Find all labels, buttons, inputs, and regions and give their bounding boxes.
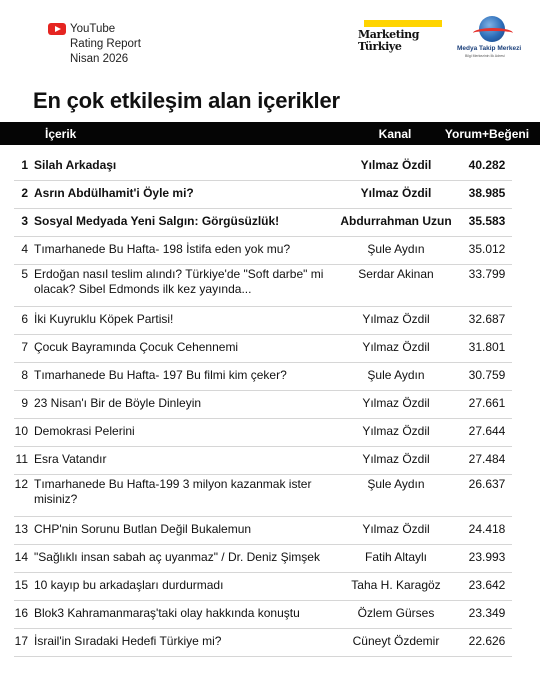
title-cell: Tımarhanede Bu Hafta- 198 İstifa eden yok mu? [34, 242, 291, 256]
column-header-score: Yorum+Beğeni [444, 127, 530, 141]
youtube-icon [48, 23, 66, 35]
rank-cell: 5 [21, 267, 28, 281]
title-cell: Esra Vatandır [34, 452, 107, 466]
medya-takip-merkezi-logo [455, 16, 527, 62]
rank-cell: 10 [14, 424, 28, 438]
title-cell: Erdoğan nasıl teslim alındı? Türkiye'de "Soft darbe" mi olacak? Sibel Edmonds ilk kez yayında... [34, 267, 324, 296]
channel-cell: Taha H. Karagöz [351, 578, 441, 592]
rank-cell: 1 [21, 158, 28, 172]
score-cell: 22.626 [468, 634, 506, 648]
title-cell: 10 kayıp bu arkadaşları durdurmadı [34, 578, 224, 592]
column-header-content: İçerik [45, 127, 77, 141]
table-row [0, 572, 540, 600]
logo-name: Medya Takip Merkezi [457, 45, 522, 52]
channel-cell: Özlem Gürses [357, 606, 435, 620]
title-cell: Sosyal Medyada Yeni Salgın: Görgüsüzlük! [34, 214, 280, 228]
channel-cell: Şule Aydın [367, 242, 425, 256]
score-cell: 27.484 [468, 452, 506, 466]
title-cell: Tımarhanede Bu Hafta-199 3 milyon kazanmak ister misiniz? [34, 477, 312, 506]
channel-cell: Şule Aydın [367, 477, 425, 491]
score-cell: 26.637 [468, 477, 506, 491]
rank-cell: 11 [15, 452, 28, 466]
score-cell: 40.282 [468, 158, 506, 172]
score-cell: 23.349 [468, 606, 506, 620]
table-row [0, 264, 540, 306]
channel-cell: Şule Aydın [367, 368, 425, 382]
rank-cell: 4 [21, 242, 28, 256]
rank-cell: 16 [14, 606, 28, 620]
score-cell: 24.418 [468, 522, 506, 536]
rank-cell: 3 [21, 214, 28, 228]
table-row [0, 180, 540, 208]
channel-cell: Yılmaz Özdil [362, 340, 430, 354]
report-header [0, 0, 540, 80]
channel-cell: Yılmaz Özdil [360, 158, 432, 172]
title-cell: İsrail'in Sıradaki Hedefi Türkiye mi? [34, 634, 222, 648]
title-cell: CHP'nin Sorunu Butlan Değil Bukalemun [34, 522, 252, 536]
report-label: Rating Report [70, 38, 141, 50]
marketing-turkiye-logo [358, 20, 442, 54]
table-row [0, 418, 540, 446]
title-cell: Blok3 Kahramanmaraş'taki olay hakkında konuştu [34, 606, 300, 620]
logo-tagline: Bilgi Merkezinin İlk Adresi [465, 54, 505, 58]
table-row [0, 516, 540, 544]
table-row [0, 334, 540, 362]
title-cell: Silah Arkadaşı [34, 158, 117, 172]
score-cell: 33.799 [468, 267, 506, 281]
title-cell: Demokrasi Pelerini [34, 424, 135, 438]
title-cell: Çocuk Bayramında Çocuk Cehennemi [34, 340, 239, 354]
channel-cell: Fatih Altaylı [364, 550, 428, 564]
score-cell: 27.644 [468, 424, 506, 438]
score-cell: 23.642 [468, 578, 506, 592]
score-cell: 31.801 [468, 340, 506, 354]
rank-cell: 12 [14, 477, 28, 491]
rank-cell: 7 [21, 340, 28, 354]
rank-cell: 6 [21, 312, 28, 326]
score-cell: 35.012 [468, 242, 506, 256]
row-divider [14, 656, 512, 657]
score-cell: 38.985 [468, 186, 506, 200]
logo-line-2: Türkiye [358, 40, 402, 53]
table-row [0, 474, 540, 516]
table-body [0, 152, 540, 656]
channel-cell: Cüneyt Özdemir [352, 634, 440, 648]
table-row [0, 390, 540, 418]
table-row [0, 446, 540, 474]
channel-cell: Serdar Akinan [358, 267, 434, 281]
source-label: YouTube [70, 23, 116, 35]
logo-accent-bar [364, 20, 442, 27]
rank-cell: 15 [14, 578, 28, 592]
rank-cell: 2 [21, 186, 28, 200]
channel-cell: Yılmaz Özdil [362, 424, 430, 438]
table-row [0, 544, 540, 572]
period-label: Nisan 2026 [70, 53, 129, 65]
table-row [0, 600, 540, 628]
channel-cell: Yılmaz Özdil [360, 186, 432, 200]
table-row [0, 628, 540, 656]
title-cell: İki Kuyruklu Köpek Partisi! [34, 312, 174, 326]
table-row [0, 362, 540, 390]
table-row [0, 208, 540, 236]
title-cell: 23 Nisan'ı Bir de Böyle Dinleyin [34, 396, 202, 410]
score-cell: 30.759 [468, 368, 506, 382]
channel-cell: Yılmaz Özdil [362, 396, 430, 410]
table-row [0, 236, 540, 264]
channel-cell: Yılmaz Özdil [362, 522, 430, 536]
rank-cell: 17 [14, 634, 28, 648]
column-header-channel: Kanal [378, 127, 412, 141]
channel-cell: Yılmaz Özdil [362, 452, 430, 466]
page-title: En çok etkileşim alan içerikler [33, 88, 340, 113]
channel-cell: Yılmaz Özdil [362, 312, 430, 326]
score-cell: 27.661 [468, 396, 506, 410]
score-cell: 23.993 [468, 550, 506, 564]
table-row [0, 152, 540, 180]
logo-line-1: Marketing [358, 28, 420, 41]
swoosh-icon [473, 28, 513, 38]
title-cell: Tımarhanede Bu Hafta- 197 Bu filmi kim çeker? [34, 368, 287, 382]
table-header [0, 122, 540, 145]
title-cell: Asrın Abdülhamit'i Öyle mi? [34, 186, 194, 200]
channel-cell: Abdurrahman Uzun [340, 214, 452, 228]
rank-cell: 14 [14, 550, 28, 564]
rank-cell: 9 [21, 396, 28, 410]
title-cell: "Sağlıklı insan sabah aç uyanmaz" / Dr. Deniz Şimşek [34, 550, 320, 564]
rank-cell: 13 [14, 522, 28, 536]
table-row [0, 306, 540, 334]
rank-cell: 8 [21, 368, 28, 382]
score-cell: 32.687 [468, 312, 506, 326]
score-cell: 35.583 [468, 214, 506, 228]
